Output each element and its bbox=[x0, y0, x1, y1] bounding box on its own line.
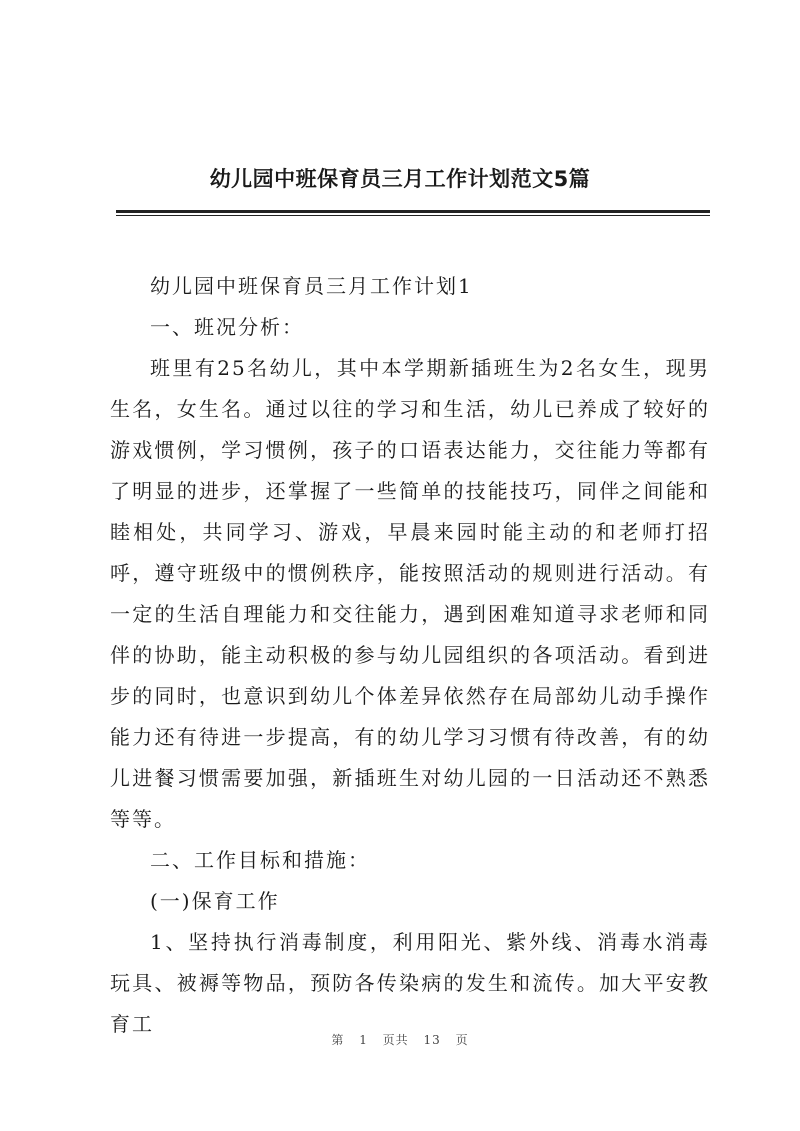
document-body bbox=[110, 266, 710, 1045]
subsection-heading: 二、工作目标和措施： bbox=[150, 848, 370, 872]
body-paragraph: 班里有25名幼儿，其中本学期新插班生为2名女生，现男生名，女生名。通过以往的学习和生活，幼儿已养成了较好的游戏惯例，学习惯例，孩子的口语表达能力，交往能力等都有了明显的进步，还掌握了一些简单的技能技巧，同伴之间能和睦相处，共同学习、游戏，早晨来园时能主动的和老师打招呼，遵守班级中的惯例秩序，能按照活动的规则进行活动。有一定的生活自理能力和交往能力，遇到困难知道寻求老师和同伴的协助，能主动积极的参与幼儿园组织的各项活动。看到进步的同时，也意识到幼儿个体差异依然存在局部幼儿动手操作能力还有待进一步提高，有的幼儿学习习惯有待改善，有的幼儿进餐习惯需要加强，新插班生对幼儿园的一日活动还不熟悉等等。 bbox=[110, 356, 710, 831]
footer-prefix: 第 bbox=[331, 1033, 345, 1047]
total-pages: 13 bbox=[423, 1033, 441, 1047]
page-number: 1 bbox=[359, 1033, 368, 1047]
page-footer bbox=[0, 1032, 800, 1048]
title-divider-thin bbox=[116, 215, 710, 216]
document-title: 幼儿园中班保育员三月工作计划范文5篇 bbox=[209, 167, 591, 191]
subsection-heading: 一、班况分析： bbox=[150, 315, 304, 339]
subsection-heading: (一)保育工作 bbox=[150, 889, 280, 913]
body-paragraph: 1、坚持执行消毒制度，利用阳光、紫外线、消毒水消毒玩具、被褥等物品，预防各传染病的发生和流传。加大平安教育工 bbox=[110, 930, 710, 1036]
section-heading: 幼儿园中班保育员三月工作计划1 bbox=[150, 274, 473, 298]
title-divider bbox=[116, 210, 710, 213]
footer-suffix: 页 bbox=[455, 1033, 469, 1047]
footer-middle: 页共 bbox=[382, 1033, 409, 1047]
